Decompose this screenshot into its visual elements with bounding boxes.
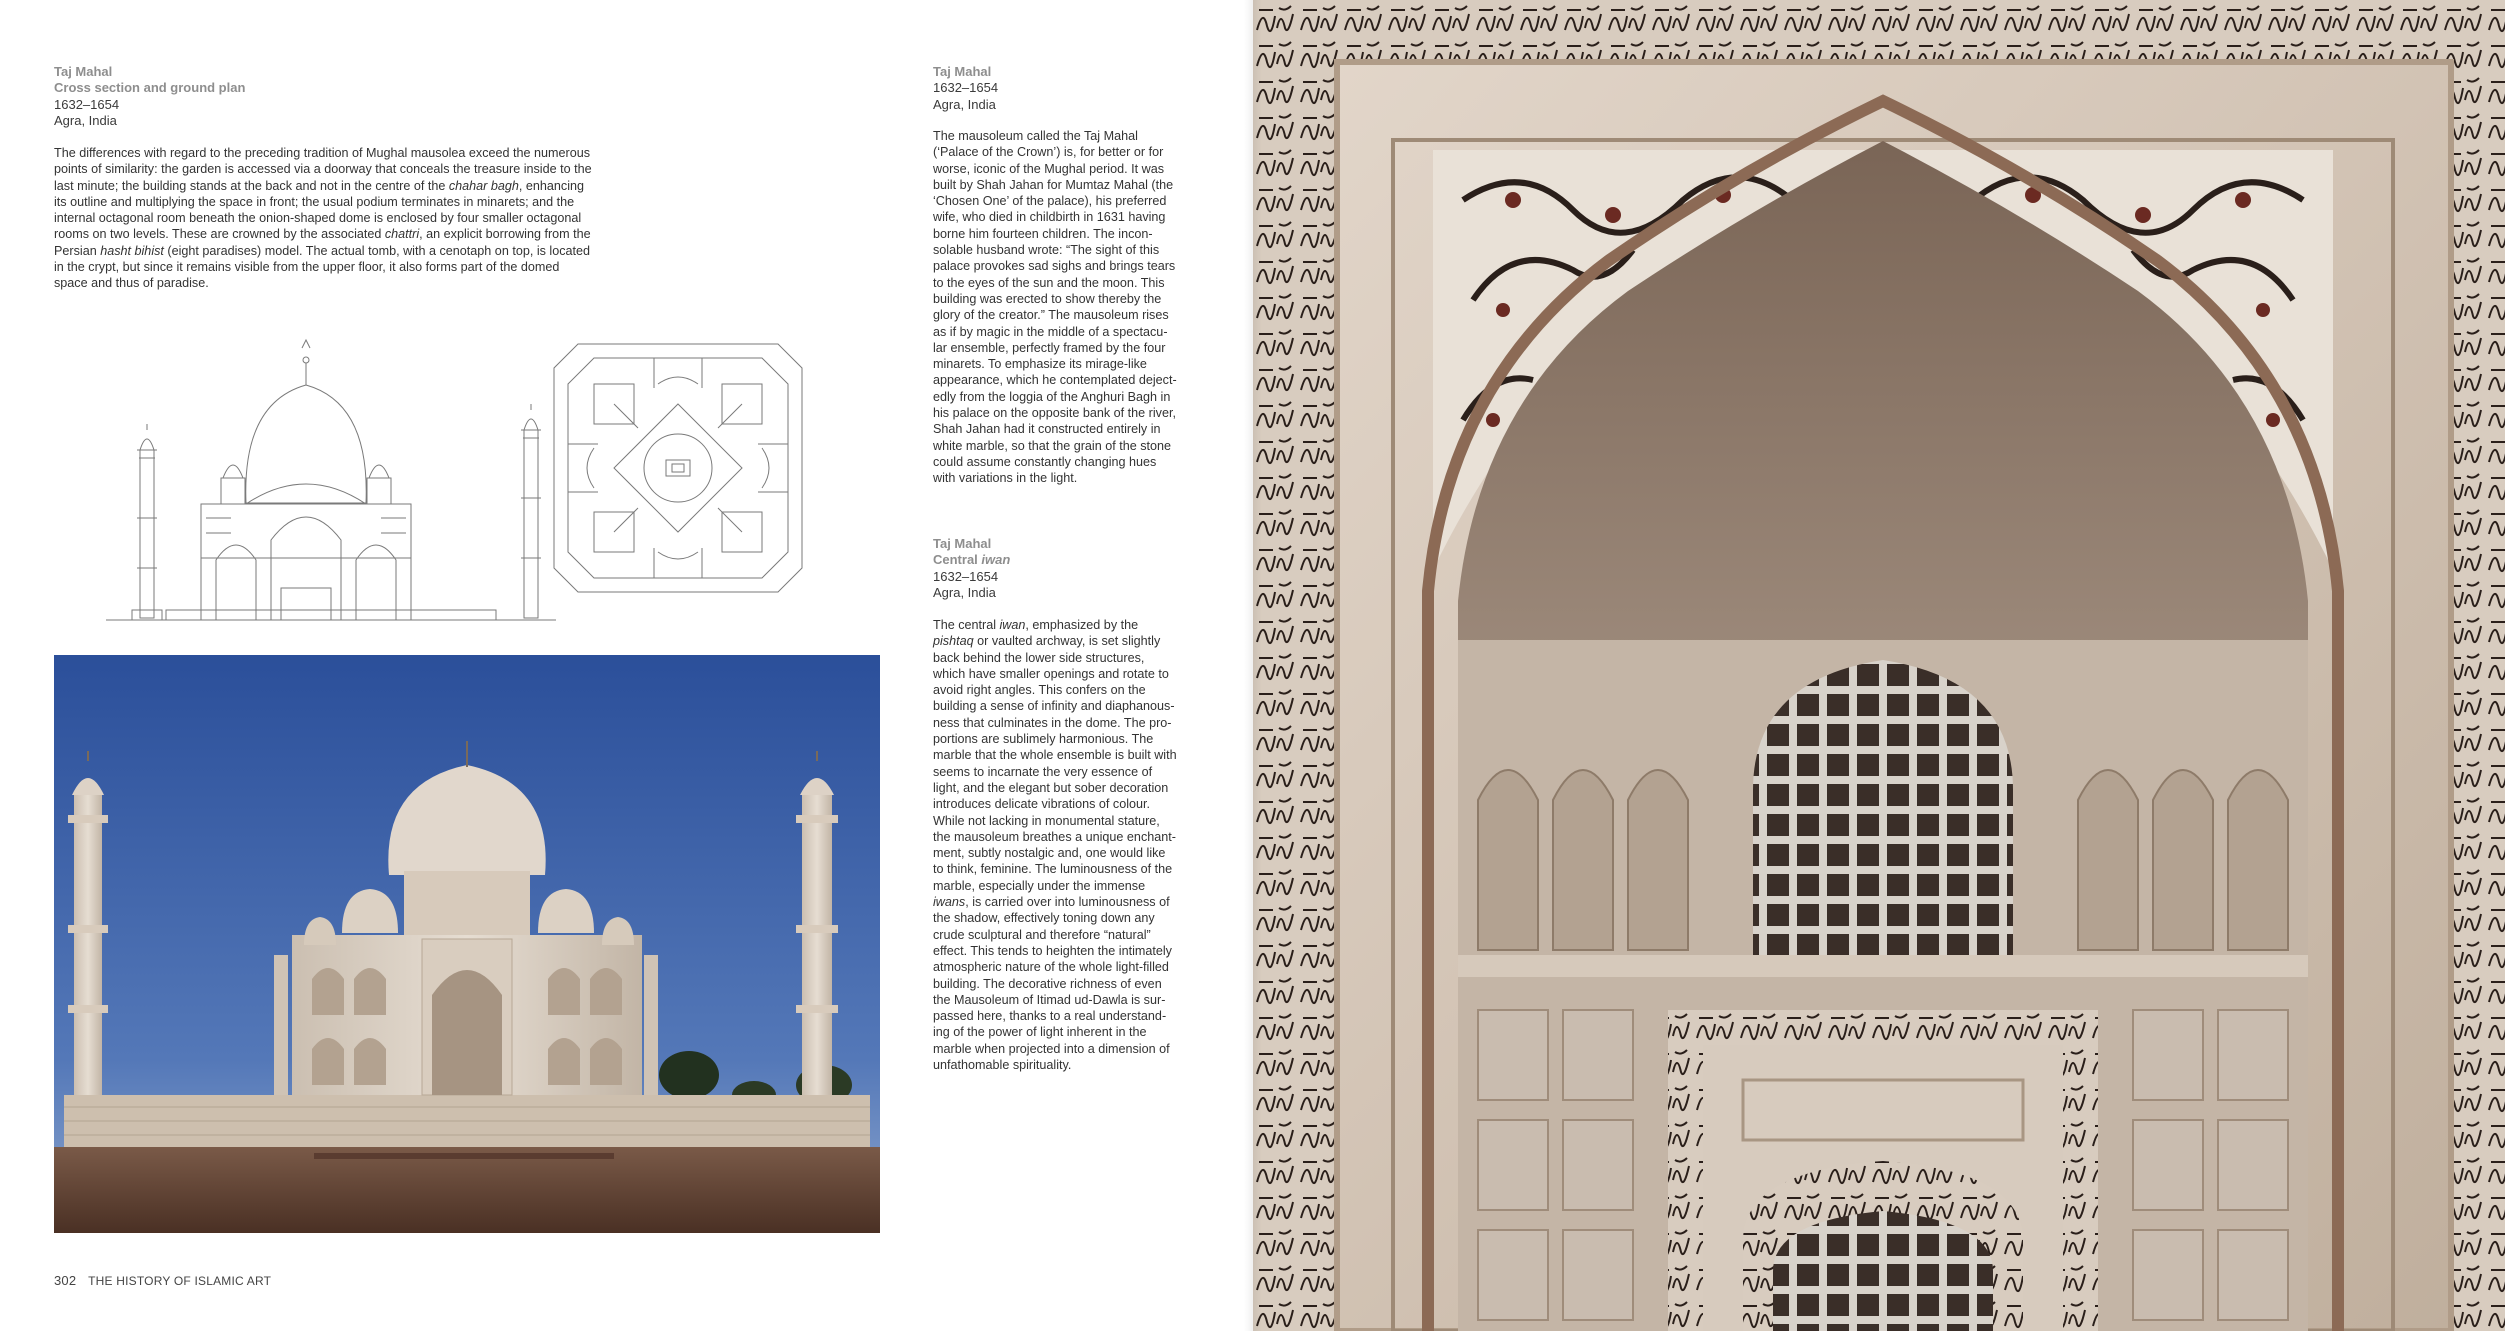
caption-date: 1632–1654 <box>933 568 999 584</box>
body-text-iwan: The central iwan, emphasized by the pishtaq or vaulted archway, is set slightly back behind the lower side structures, which have smaller openings and rotate to avoid right angles. This confers on the building a sense of infinity and diaphanousness that culminates in the dome. The proportions are sublimely harmonious. The marble that the whole ensemble is built with seems to incarnate the very essence of light, and the elegant but sober decoration introduces delicate vibrations of colour. While not lacking in monumental stature, the mausoleum breathes a unique enchantment, subtly nostalgic and, one would like to think, feminine. The luminousness of the marble, especially under the immense iwans, is carried over into luminousness of the shadow, effectively toning down any crude sculptural and therefore “natural” effect. This tends to heighten the intimately atmospheric nature of the whole light-filled building. The decorative richness of even the Mausoleum of Itimad ud-Dawla is surpassed here, thanks to a real understanding of the power of light inherent in the marble when projected into a dimension of unfathomable spirituality. <box>933 618 1177 1073</box>
book-gutter <box>1244 0 1262 1331</box>
caption-subtitle: Central iwan <box>933 552 1011 568</box>
page-footer <box>54 1273 271 1288</box>
caption-title: Taj Mahal <box>933 536 992 551</box>
photo-minaret-right <box>796 751 838 1095</box>
caption-title: Taj Mahal <box>54 64 113 79</box>
body-text-mausoleum: The mausoleum called the Taj Mahal (‘Palace of the Crown’) is, for better or for worse, iconic of the Mughal period. It was built by Shah Jahan for Mumtaz Mahal (the ‘Chosen One’ of the palace), his preferred wife, who died in childbirth in 1631 having borne him fourteen children. The inconsolable husband wrote: “The sight of this palace provokes sad sighs and brings tears to the eyes of the sun and the moon. This building was erected to show thereby the glory of the creator.” The mausoleum rises as if by magic in the middle of a spectacular ensemble, perfectly framed by the four minarets. To emphasize its mirage-like appearance, which he contemplated dejectedly from the loggia of the Anghuri Bagh in his palace on the opposite bank of the river, Shah Jahan had it constructed entirely in white marble, so that the grain of the stone could assume constantly changing hues with variations in the light. <box>933 129 1177 486</box>
taj-mahal-photo <box>54 655 880 1233</box>
book-title: THE HISTORY OF ISLAMIC ART <box>88 1274 272 1288</box>
photo-minaret-left <box>68 751 108 1095</box>
body-text-plan: The differences with regard to the preceding tradition of Mughal mausolea exceed the numerous points of similarity: the garden is accessed via a doorway that conceals the treasure inside to the last minute; the building stands at the back and not in the centre of the chahar bagh, enhancing its outline and multiplying the space in front; the usual podium terminates in minarets; and the internal octagonal room beneath the onion-shaped dome is enclosed by four smaller octagonal rooms on two levels. These are crowned by the associated chattri, an explicit borrowing from the Persian hasht bihist (eight paradises) model. The actual tomb, with a cenotaph on top, is located in the crypt, but since it remains visible from the upper floor, it also forms part of the domed space and thus of paradise. <box>54 146 592 291</box>
cross-section-drawing <box>96 318 816 630</box>
caption-date: 1632–1654 <box>933 80 999 96</box>
caption-place: Agra, India <box>54 113 117 129</box>
minaret-right <box>521 404 541 618</box>
caption-place: Agra, India <box>933 585 996 601</box>
caption-title: Taj Mahal <box>933 64 992 79</box>
caption-place: Agra, India <box>933 96 996 112</box>
ground-plan <box>554 344 802 592</box>
minaret-left <box>132 424 162 620</box>
caption-date: 1632–1654 <box>54 96 120 112</box>
caption-central-iwan <box>933 536 1173 602</box>
iwan-detail-photo <box>1253 0 2505 1331</box>
caption-cross-section <box>54 64 354 130</box>
right-page <box>1253 0 2505 1331</box>
caption-mausoleum <box>933 64 1173 113</box>
caption-subtitle: Cross section and ground plan <box>54 80 246 96</box>
page-number: 302 <box>54 1273 77 1288</box>
mausoleum-section <box>201 340 411 620</box>
